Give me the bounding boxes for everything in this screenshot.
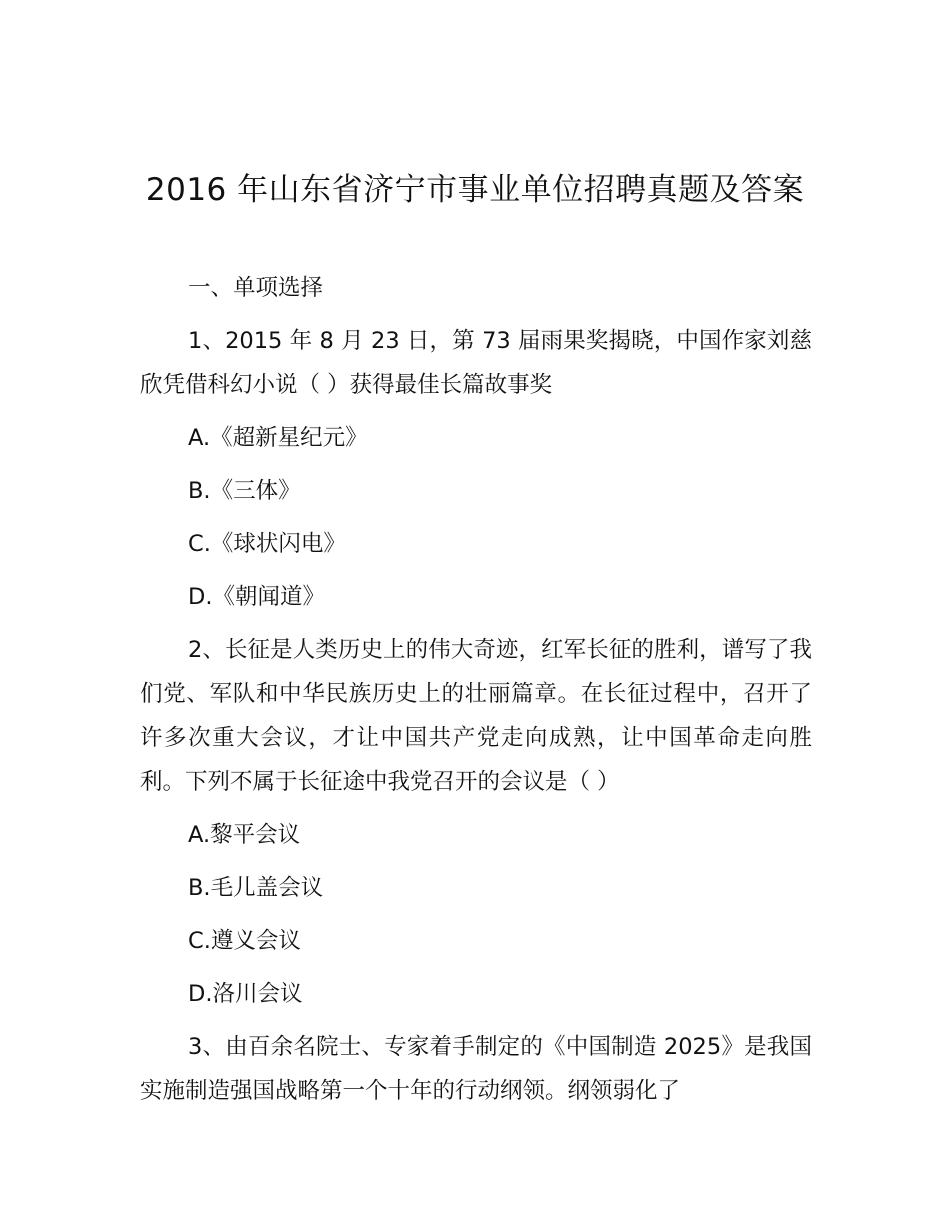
question-3: 3、由百余名院士、专家着手制定的《中国制造 2025》是我国实施制造强国战略第一个十年的行动纲领。纲领弱化了 xyxy=(140,1034,812,1104)
question-1-option-d: D.《朝闻道》 xyxy=(188,584,325,610)
question-2-option-c: C.遵义会议 xyxy=(188,928,301,954)
question-2-option-b: B.毛儿盖会议 xyxy=(188,875,324,901)
document-title: 2016 年山东省济宁市事业单位招聘真题及答案 xyxy=(145,172,805,208)
section-heading: 一、单项选择 xyxy=(188,275,324,301)
question-2-option-d: D.洛川会议 xyxy=(188,981,303,1007)
question-1-option-b: B.《三体》 xyxy=(188,478,301,504)
question-2: 2、长征是人类历史上的伟大奇迹，红军长征的胜利，谱写了我们党、军队和中华民族历史上的壮丽篇章。在长征过程中，召开了许多次重大会议，才让中国共产党走向成熟，让中国革命走向胜利。下列不属于长征途中我党召开的会议是（ ） xyxy=(140,637,812,795)
question-1: 1、2015 年 8 月 23 日，第 73 届雨果奖揭晓，中国作家刘慈欣凭借科幻小说（ ）获得最佳长篇故事奖 xyxy=(140,328,812,398)
question-1-option-a: A.《超新星纪元》 xyxy=(188,425,368,451)
document-body xyxy=(140,266,812,1122)
question-1-option-c: C.《球状闪电》 xyxy=(188,531,346,557)
question-2-option-a: A.黎平会议 xyxy=(188,822,301,848)
